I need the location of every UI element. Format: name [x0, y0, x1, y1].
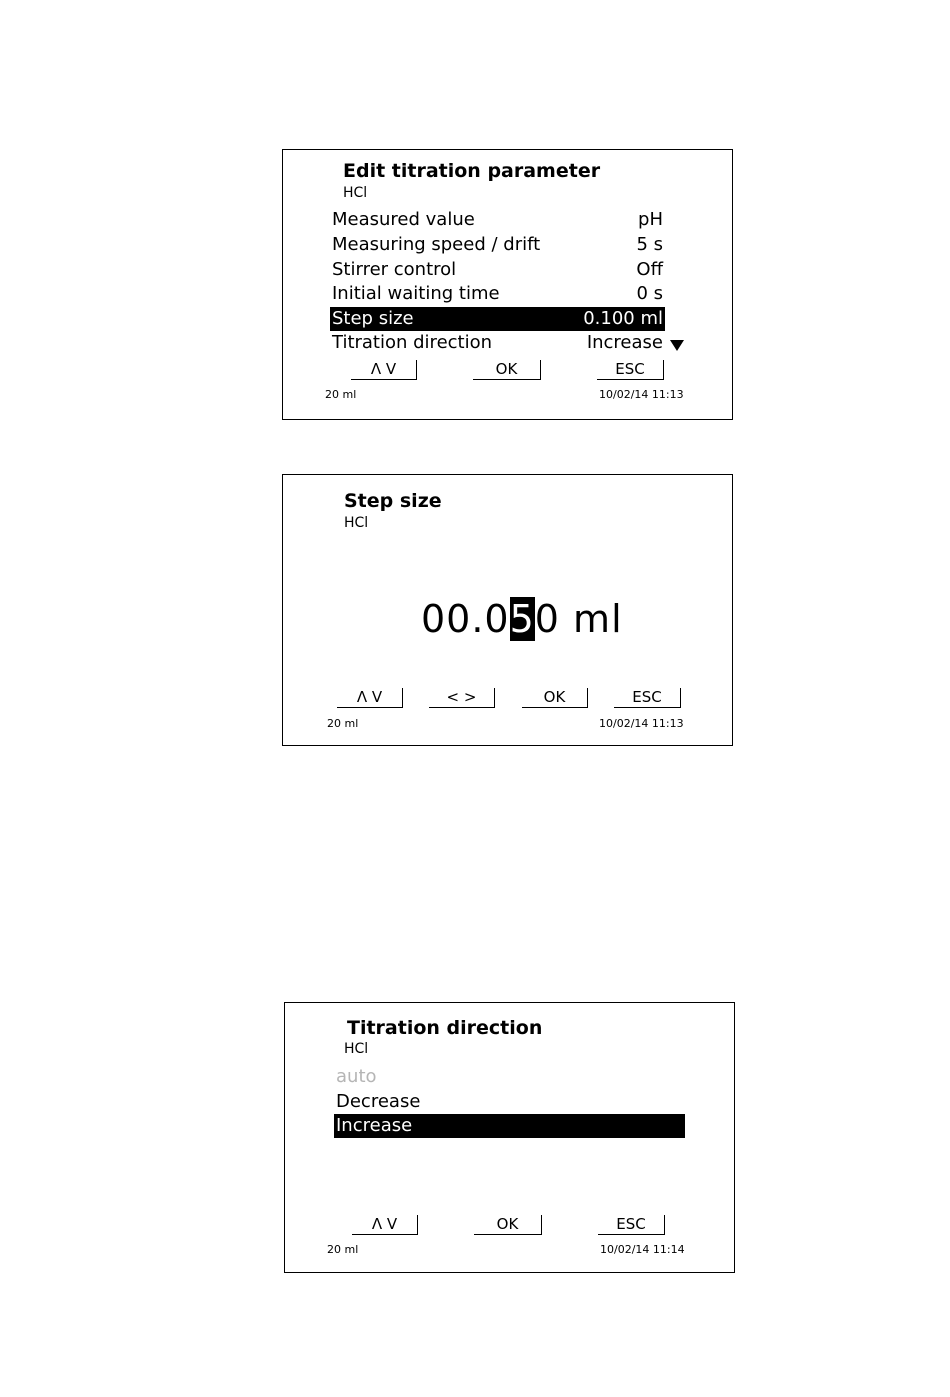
value-digits-after: 0 ml — [534, 597, 623, 641]
param-value: pH — [638, 209, 663, 230]
method-name: HCl — [344, 1041, 369, 1057]
value-digits-before: 00.0 — [421, 597, 510, 641]
param-value: 0.100 ml — [583, 308, 663, 329]
esc-softkey[interactable]: ESC — [614, 688, 681, 708]
param-row-initial-waiting-time[interactable] — [330, 282, 665, 306]
status-datetime: 10/02/14 11:13 — [599, 717, 684, 730]
step-size-value-input[interactable] — [421, 595, 623, 643]
param-label: Titration direction — [332, 332, 493, 353]
param-label: Step size — [332, 308, 414, 329]
esc-softkey[interactable]: ESC — [597, 360, 664, 380]
status-datetime: 10/02/14 11:13 — [599, 388, 684, 401]
param-row-measured-value[interactable] — [330, 208, 665, 232]
param-row-step-size[interactable] — [330, 307, 665, 331]
titration-direction-screen — [284, 1002, 735, 1273]
param-value: Off — [636, 259, 663, 280]
ok-softkey[interactable]: OK — [474, 1215, 542, 1235]
edit-titration-parameter-screen — [282, 149, 733, 420]
option-increase[interactable]: Increase — [334, 1114, 685, 1138]
up-down-softkey[interactable]: Λ V — [352, 1215, 418, 1235]
param-row-stirrer-control[interactable] — [330, 258, 665, 282]
esc-softkey[interactable]: ESC — [598, 1215, 665, 1235]
scroll-down-triangle-icon — [670, 340, 684, 351]
param-value: 5 s — [636, 234, 663, 255]
left-right-softkey[interactable]: < > — [429, 688, 495, 708]
method-name: HCl — [343, 185, 368, 201]
param-label: Initial waiting time — [332, 283, 500, 304]
status-volume: 20 ml — [325, 388, 357, 401]
ok-softkey[interactable]: OK — [473, 360, 541, 380]
step-size-screen — [282, 474, 733, 746]
param-label: Measured value — [332, 209, 475, 230]
param-label: Measuring speed / drift — [332, 234, 541, 255]
screen-title: Edit titration parameter — [343, 160, 601, 182]
screen-title: Titration direction — [347, 1017, 543, 1039]
ok-softkey[interactable]: OK — [522, 688, 588, 708]
screen-title: Step size — [344, 490, 442, 512]
up-down-softkey[interactable]: Λ V — [337, 688, 403, 708]
up-down-softkey[interactable]: Λ V — [351, 360, 417, 380]
edit-cursor-digit[interactable]: 5 — [509, 597, 535, 641]
param-value: Increase — [586, 332, 663, 353]
param-row-titration-direction[interactable] — [330, 331, 665, 355]
param-label: Stirrer control — [332, 259, 457, 280]
option-auto: auto — [336, 1066, 377, 1087]
status-volume: 20 ml — [327, 1243, 359, 1256]
status-volume: 20 ml — [327, 717, 359, 730]
option-decrease[interactable]: Decrease — [336, 1091, 421, 1112]
status-datetime: 10/02/14 11:14 — [600, 1243, 685, 1256]
param-row-measuring-speed[interactable] — [330, 233, 665, 257]
method-name: HCl — [344, 515, 369, 531]
param-value: 0 s — [636, 283, 663, 304]
